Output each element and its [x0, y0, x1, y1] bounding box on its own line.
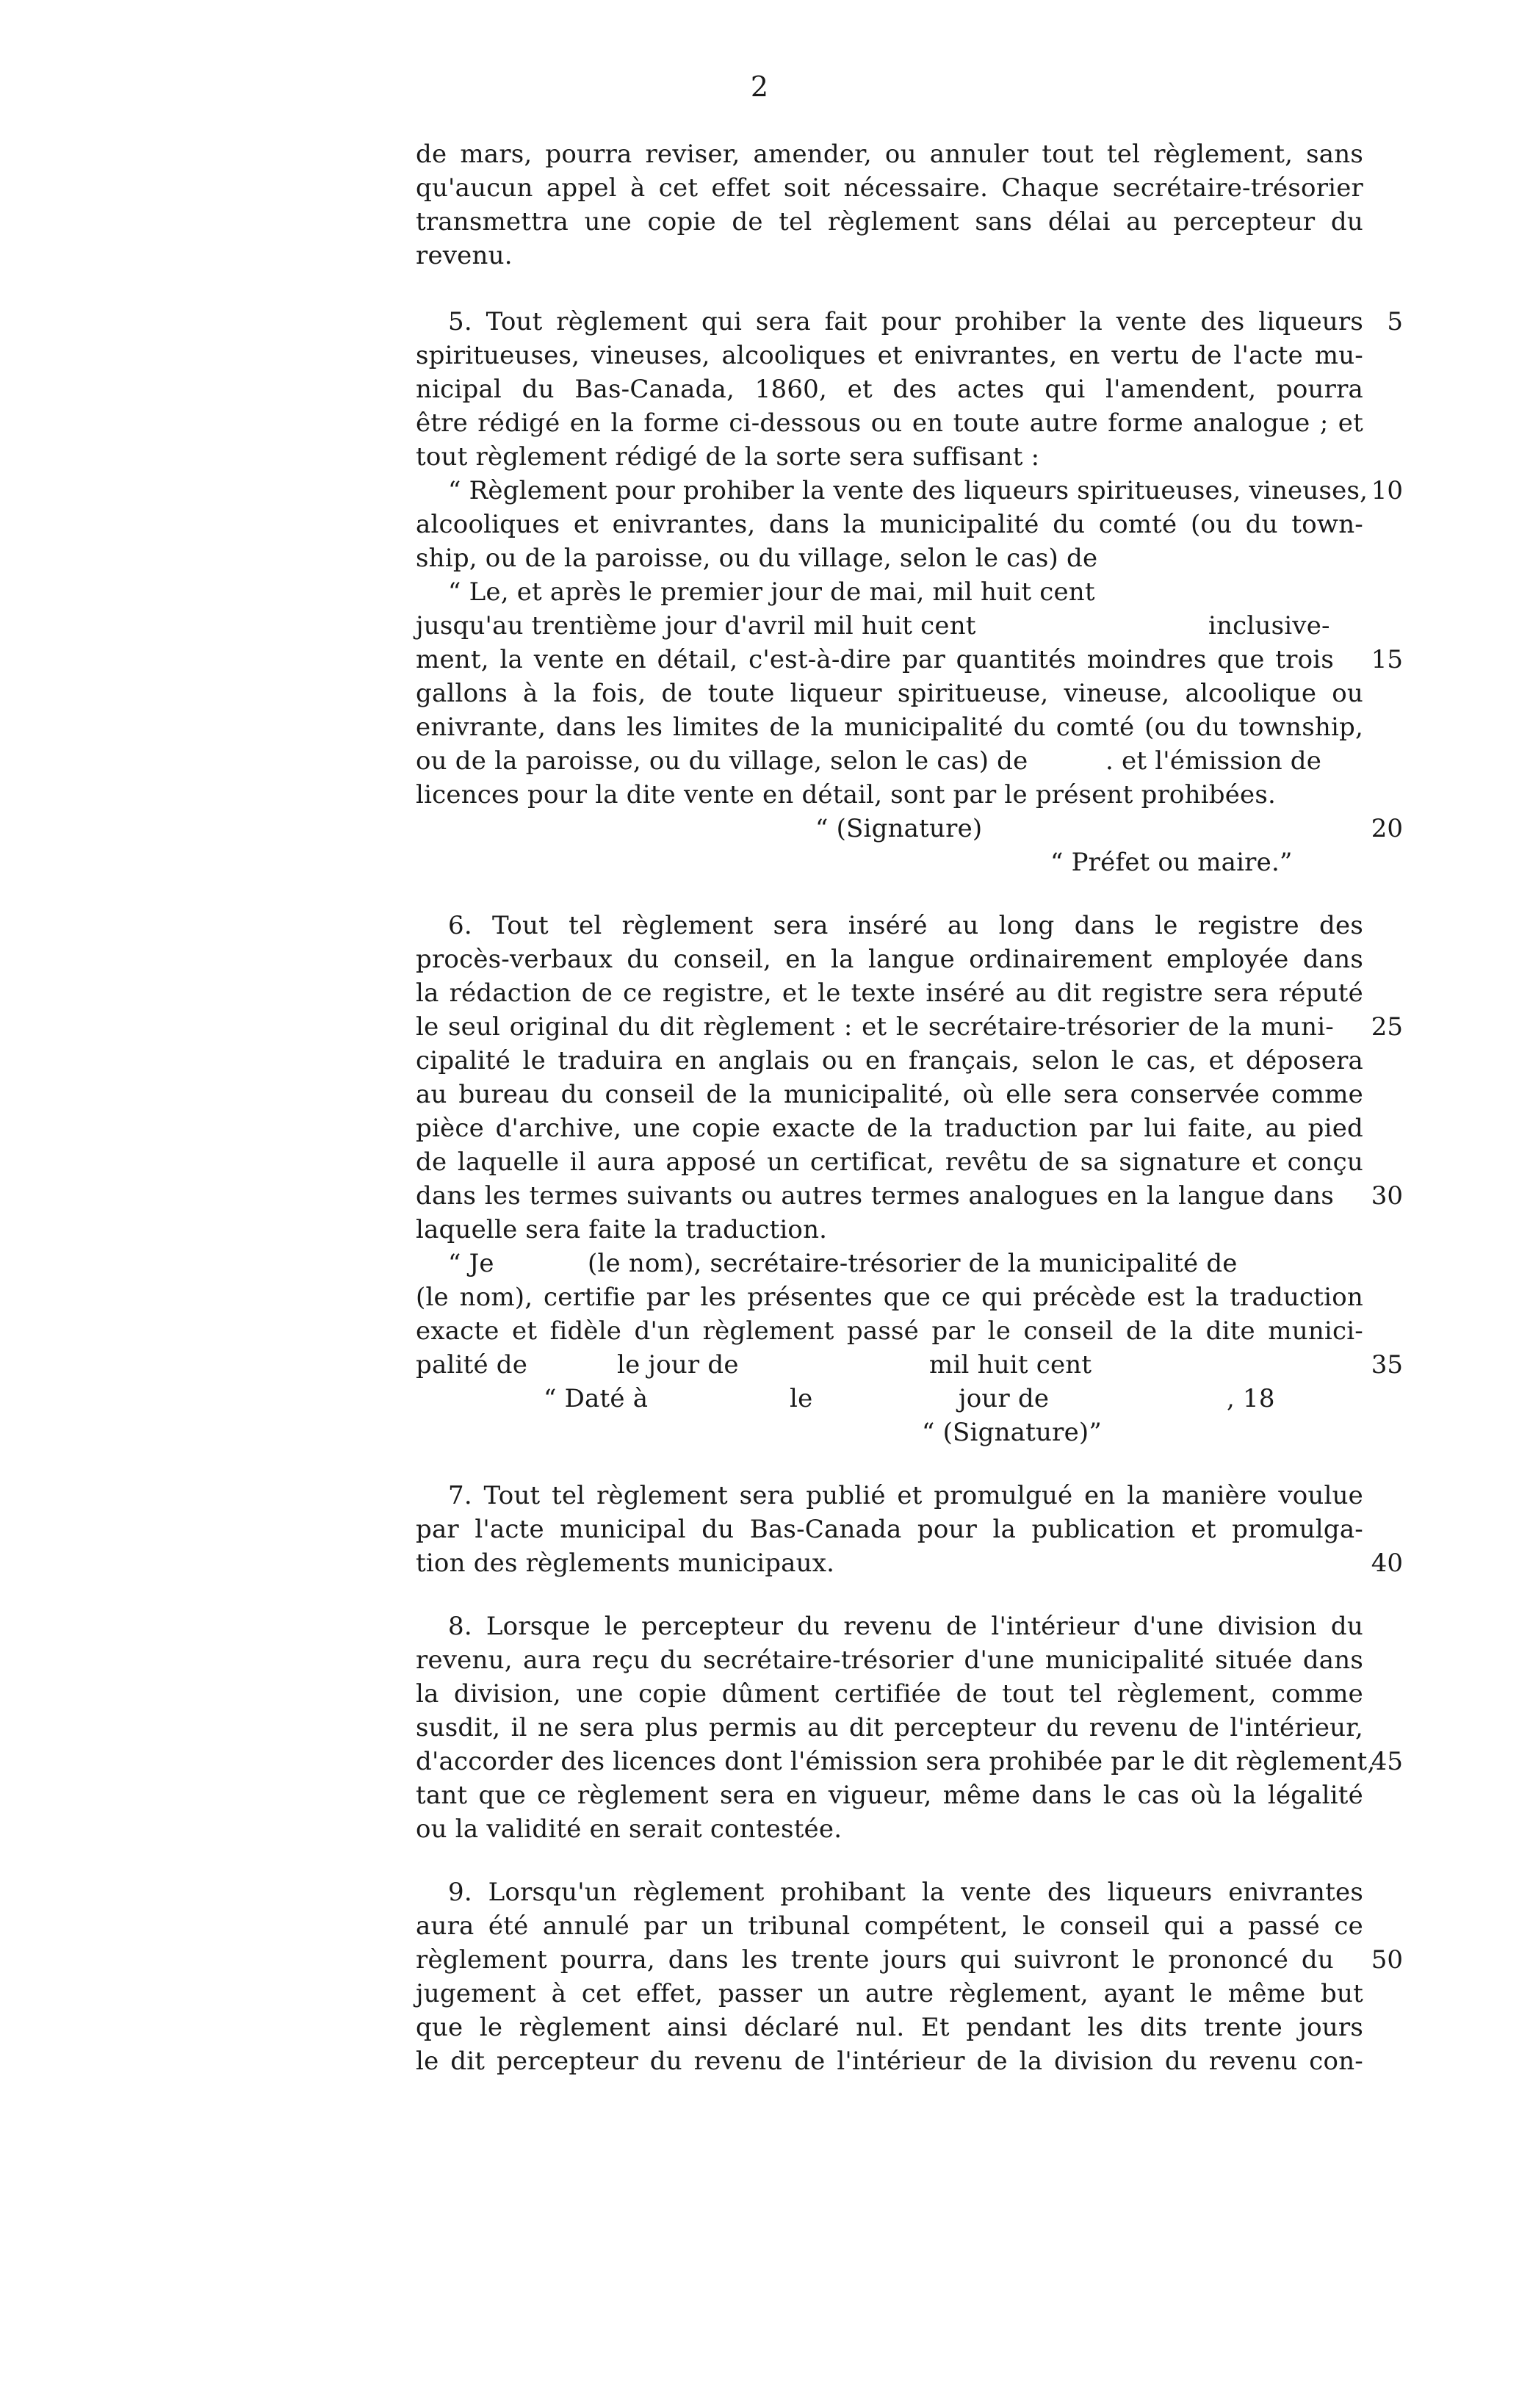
text-line: la division, une copie dûment certifiée de tout tel règlement, comme — [416, 1679, 1363, 1709]
text-line: mil huit cent — [929, 1350, 1092, 1380]
margin-line-number: 40 — [1371, 1549, 1403, 1578]
text-line: alcooliques et enivrantes, dans la municipalité du comté (ou du town- — [416, 510, 1363, 539]
section-7-first-line: 7. Tout tel règlement sera publié et promulgué en la manière voulue — [448, 1481, 1363, 1510]
text-line: susdit, il ne sera plus permis au dit percepteur du revenu de l'intérieur, — [416, 1713, 1363, 1742]
text-line: . et l'émission de — [1105, 746, 1322, 776]
text-line: ship, ou de la paroisse, ou du village, selon le cas) de — [416, 544, 1098, 573]
section-5-first-line: 5. Tout règlement qui sera fait pour prohiber la vente des liqueurs — [448, 307, 1363, 336]
text-line: dans les termes suivants ou autres termes analogues en la langue dans — [416, 1181, 1334, 1211]
text-line: le seul original du dit règlement : et le secrétaire-trésorier de la muni- — [416, 1012, 1334, 1042]
margin-line-number: 20 — [1371, 814, 1403, 843]
text-line: d'accorder des licences dont l'émission sera prohibée par le dit règlement, — [416, 1747, 1376, 1776]
text-line: être rédigé en la forme ci-dessous ou en toute autre forme analogue ; et — [416, 408, 1363, 438]
text-line: au bureau du conseil de la municipalité, où elle sera conservée comme — [416, 1080, 1363, 1109]
margin-line-number: 50 — [1371, 1945, 1403, 1975]
margin-line-number: 10 — [1371, 476, 1403, 505]
text-line: enivrante, dans les limites de la municipalité du comté (ou du township, — [416, 713, 1363, 742]
form-title-line: “ Règlement pour prohiber la vente des liqueurs spiritueuses, vineuses, — [448, 476, 1368, 505]
text-line: (le nom), secrétaire-trésorier de la municipalité de — [588, 1249, 1238, 1278]
text-line: que le règlement ainsi déclaré nul. Et pendant les dits trente jours — [416, 2013, 1363, 2042]
text-line: exacte et fidèle d'un règlement passé par le conseil de la dite munici- — [416, 1316, 1363, 1346]
text-line: gallons à la fois, de toute liqueur spiritueuse, vineuse, alcoolique ou — [416, 679, 1363, 708]
text-line: jugement à cet effet, passer un autre règlement, ayant le même but — [416, 1979, 1363, 2008]
page-number: 2 — [750, 71, 769, 103]
text-line: procès-verbaux du conseil, en la langue ordinairement employée dans — [416, 945, 1363, 974]
text-line: “ Daté à — [544, 1384, 649, 1413]
text-line: de laquelle il aura apposé un certificat, revêtu de sa signature et conçu — [416, 1147, 1363, 1177]
section-8-first-line: 8. Lorsque le percepteur du revenu de l'intérieur d'une division du — [448, 1612, 1363, 1641]
section-6-first-line: 6. Tout tel règlement sera inséré au long dans le registre des — [448, 911, 1363, 940]
text-line: spiritueuses, vineuses, alcooliques et enivrantes, en vertu de l'acte mu- — [416, 341, 1363, 370]
text-line: nicipal du Bas-Canada, 1860, et des actes qui l'amendent, pourra — [416, 375, 1363, 404]
text-line: qu'aucun appel à cet effet soit nécessaire. Chaque secrétaire-trésorier — [416, 173, 1363, 203]
text-line: inclusive- — [1208, 611, 1330, 641]
text-line: tant que ce règlement sera en vigueur, même dans le cas où la légalité — [416, 1781, 1363, 1810]
margin-line-number: 45 — [1371, 1747, 1403, 1776]
text-line: revenu. — [416, 241, 513, 270]
prefet-line: “ Préfet ou maire.” — [1050, 848, 1293, 877]
text-line: le jour de — [617, 1350, 739, 1380]
text-line: de mars, pourra reviser, amender, ou annuler tout tel règlement, sans — [416, 140, 1363, 169]
text-line: ou de la paroisse, ou du village, selon le cas) de — [416, 746, 1028, 776]
text-line: transmettra une copie de tel règlement sans délai au percepteur du — [416, 207, 1363, 237]
margin-line-number: 30 — [1371, 1181, 1403, 1211]
signature-line: “ (Signature)” — [922, 1418, 1102, 1447]
margin-line-number: 15 — [1371, 645, 1403, 674]
text-line: le — [790, 1384, 813, 1413]
text-line: jour de — [959, 1384, 1050, 1413]
text-line: palité de — [416, 1350, 528, 1380]
text-line: licences pour la dite vente en détail, sont par le présent prohibées. — [416, 780, 1277, 810]
text-line: revenu, aura reçu du secrétaire-trésorier d'une municipalité située dans — [416, 1645, 1363, 1675]
margin-line-number: 35 — [1371, 1350, 1403, 1380]
signature-line: “ (Signature) — [815, 814, 983, 843]
section-9-first-line: 9. Lorsqu'un règlement prohibant la vente des liqueurs enivrantes — [448, 1878, 1363, 1907]
margin-line-number: 25 — [1371, 1012, 1403, 1042]
text-line: la rédaction de ce registre, et le texte inséré au dit registre sera réputé — [416, 978, 1363, 1008]
text-line: ou la validité en serait contestée. — [416, 1814, 843, 1844]
text-line: aura été annulé par un tribunal compétent, le conseil qui a passé ce — [416, 1911, 1363, 1941]
text-line: “ Le, et après le premier jour de mai, mil huit cent — [448, 577, 1095, 607]
text-line: tout règlement rédigé de la sorte sera suffisant : — [416, 442, 1040, 472]
text-line: par l'acte municipal du Bas-Canada pour la publication et promulga- — [416, 1515, 1363, 1544]
text-line: pièce d'archive, une copie exacte de la traduction par lui faite, au pied — [416, 1114, 1363, 1143]
text-line: laquelle sera faite la traduction. — [416, 1215, 828, 1244]
text-line: ment, la vente en détail, c'est-à-dire par quantités moindres que trois — [416, 645, 1334, 674]
text-line: jusqu'au trentième jour d'avril mil huit cent — [416, 611, 976, 641]
text-line: le dit percepteur du revenu de l'intérieur de la division du revenu con- — [416, 2047, 1363, 2076]
text-line: règlement pourra, dans les trente jours qui suivront le prononcé du — [416, 1945, 1334, 1975]
text-line: “ Je — [448, 1249, 494, 1278]
text-line: , 18 — [1227, 1384, 1275, 1413]
text-line: (le nom), certifie par les présentes que ce qui précède est la traduction — [416, 1283, 1363, 1312]
text-line: tion des règlements municipaux. — [416, 1549, 835, 1578]
margin-line-number: 5 — [1387, 307, 1403, 336]
text-line: cipalité le traduira en anglais ou en français, selon le cas, et déposera — [416, 1046, 1363, 1075]
